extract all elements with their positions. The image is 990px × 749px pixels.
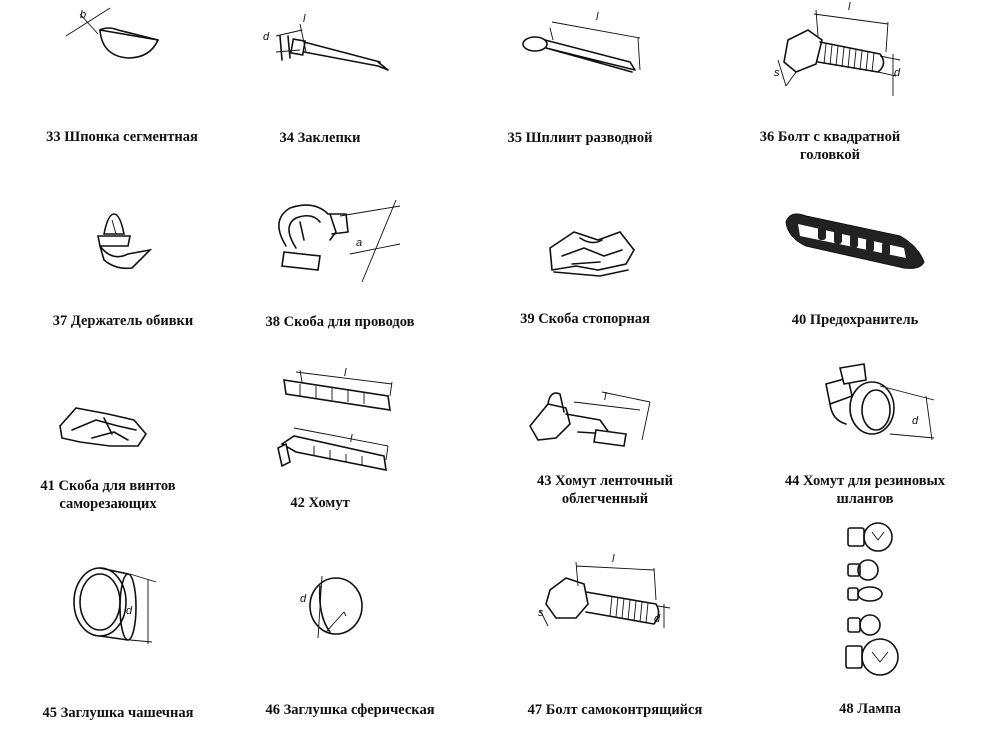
caption-36-line-1: 36 Болт с квадратной <box>759 129 901 145</box>
svg-text:l: l <box>596 11 599 23</box>
caption-44-line-2: шлангов <box>836 491 894 507</box>
caption-42-line-1: 42 Хомут <box>290 495 350 511</box>
caption-39 <box>490 310 680 328</box>
caption-48-line-1: 48 Лампа <box>839 701 901 717</box>
caption-46-line-1: 46 Заглушка сферическая <box>265 702 435 718</box>
caption-36 <box>730 128 930 164</box>
caption-41 <box>8 477 208 513</box>
caption-37 <box>28 312 218 330</box>
caption-35-line-1: 35 Шплинт разводной <box>507 130 653 146</box>
caption-41-line-2: саморезающих <box>59 496 157 512</box>
caption-46 <box>240 701 460 719</box>
caption-47-line-1: 47 Болт самоконтрящийся <box>527 702 703 718</box>
svg-text:d: d <box>894 67 901 79</box>
caption-34-line-1: 34 Заклепки <box>279 130 361 146</box>
caption-39-line-1: 39 Скоба стопорная <box>520 311 650 327</box>
caption-45-line-1: 45 Заглушка чашечная <box>42 705 194 721</box>
caption-43 <box>505 472 705 508</box>
caption-44-line-1: 44 Хомут для резиновых <box>784 473 946 489</box>
caption-43-line-1: 43 Хомут ленточный <box>537 473 673 489</box>
svg-text:l: l <box>604 391 607 403</box>
caption-34 <box>240 129 400 147</box>
caption-45 <box>18 704 218 722</box>
svg-text:l: l <box>612 553 615 565</box>
caption-44 <box>760 472 970 508</box>
svg-text:a: a <box>356 237 363 249</box>
caption-36-line-2: головкой <box>800 147 860 163</box>
caption-40 <box>760 311 950 329</box>
svg-text:d: d <box>263 31 270 43</box>
svg-text:d: d <box>300 593 307 605</box>
caption-42 <box>270 494 370 512</box>
svg-text:l: l <box>344 367 347 379</box>
svg-text:l: l <box>848 1 851 13</box>
svg-text:l: l <box>350 433 353 445</box>
svg-text:s: s <box>538 607 544 619</box>
caption-38-line-1: 38 Скоба для проводов <box>265 314 415 330</box>
svg-text:d: d <box>654 613 661 625</box>
caption-41-line-1: 41 Скоба для винтов <box>40 478 176 494</box>
caption-35 <box>480 129 680 147</box>
caption-40-line-1: 40 Предохранитель <box>791 312 919 328</box>
svg-text:d: d <box>126 605 133 617</box>
caption-47 <box>505 701 725 719</box>
caption-37-line-1: 37 Держатель обивки <box>52 313 194 329</box>
svg-text:d: d <box>912 415 919 427</box>
caption-48 <box>810 700 930 718</box>
svg-text:l: l <box>303 13 306 25</box>
svg-text:s: s <box>774 67 780 79</box>
caption-38 <box>240 313 440 331</box>
caption-43-line-2: облегченный <box>561 491 649 507</box>
caption-33-line-1: 33 Шпонка сегментная <box>46 129 198 145</box>
svg-text:b: b <box>80 9 87 21</box>
caption-33 <box>22 128 222 146</box>
